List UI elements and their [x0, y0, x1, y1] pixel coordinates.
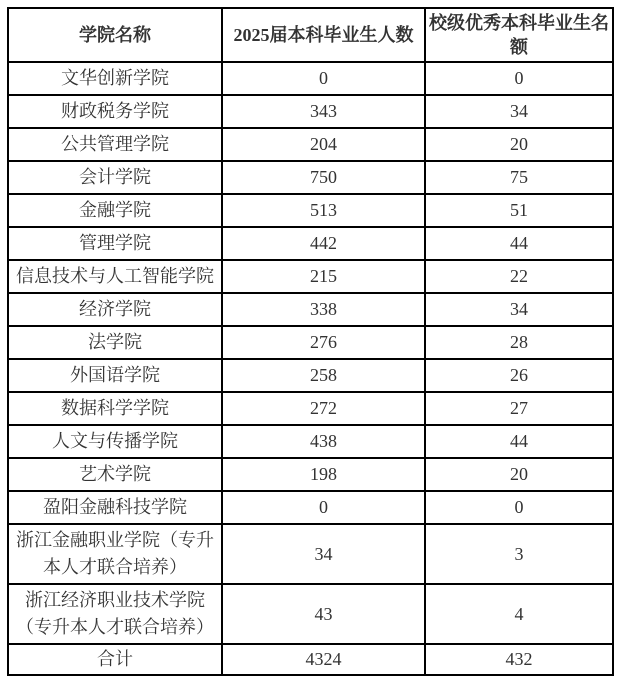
graduate-count-cell: 438 — [222, 425, 425, 458]
graduate-count-cell: 272 — [222, 392, 425, 425]
table-row — [8, 95, 613, 128]
college-name-cell: 经济学院 — [8, 293, 222, 326]
quota-cell: 3 — [425, 524, 613, 584]
college-name-cell: 财政税务学院 — [8, 95, 222, 128]
quota-cell: 4 — [425, 584, 613, 644]
college-name-cell: 艺术学院 — [8, 458, 222, 491]
quota-cell: 28 — [425, 326, 613, 359]
college-name-cell: 文华创新学院 — [8, 62, 222, 95]
table-row — [8, 359, 613, 392]
graduate-count-cell: 43 — [222, 584, 425, 644]
college-name-cell: 盈阳金融科技学院 — [8, 491, 222, 524]
table-row — [8, 293, 613, 326]
table-row — [8, 227, 613, 260]
table-row — [8, 62, 613, 95]
quota-cell: 34 — [425, 95, 613, 128]
table-row — [8, 524, 613, 584]
quota-cell: 22 — [425, 260, 613, 293]
table-row — [8, 425, 613, 458]
table-header — [8, 8, 613, 62]
graduate-count-cell: 0 — [222, 62, 425, 95]
header-graduate-count: 2025届本科毕业生人数 — [222, 8, 425, 62]
table-row — [8, 491, 613, 524]
graduate-count-cell: 343 — [222, 95, 425, 128]
total-row — [8, 644, 613, 675]
quota-cell: 34 — [425, 293, 613, 326]
header-college-name: 学院名称 — [8, 8, 222, 62]
table-row — [8, 458, 613, 491]
college-name-cell: 浙江金融职业学院（专升本人才联合培养） — [8, 524, 222, 584]
quota-cell: 75 — [425, 161, 613, 194]
college-name-cell: 金融学院 — [8, 194, 222, 227]
college-name-cell: 人文与传播学院 — [8, 425, 222, 458]
graduate-count-cell: 258 — [222, 359, 425, 392]
graduate-count-cell: 34 — [222, 524, 425, 584]
college-name-cell: 数据科学学院 — [8, 392, 222, 425]
table-row — [8, 128, 613, 161]
graduate-count-cell: 215 — [222, 260, 425, 293]
table-row — [8, 161, 613, 194]
total-graduates: 4324 — [222, 644, 425, 675]
quota-cell: 26 — [425, 359, 613, 392]
quota-cell: 51 — [425, 194, 613, 227]
college-name-cell: 公共管理学院 — [8, 128, 222, 161]
college-quota-table — [7, 7, 614, 676]
college-name-cell: 外国语学院 — [8, 359, 222, 392]
graduate-count-cell: 513 — [222, 194, 425, 227]
total-label: 合计 — [8, 644, 222, 675]
table-row — [8, 584, 613, 644]
graduate-count-cell: 276 — [222, 326, 425, 359]
table-row — [8, 194, 613, 227]
graduate-count-cell: 204 — [222, 128, 425, 161]
quota-cell: 20 — [425, 128, 613, 161]
graduate-count-cell: 442 — [222, 227, 425, 260]
quota-cell: 0 — [425, 62, 613, 95]
table-row — [8, 260, 613, 293]
college-name-cell: 信息技术与人工智能学院 — [8, 260, 222, 293]
table-row — [8, 326, 613, 359]
table-body — [8, 62, 613, 644]
quota-cell: 27 — [425, 392, 613, 425]
quota-cell: 44 — [425, 227, 613, 260]
table-footer — [8, 644, 613, 675]
college-name-cell: 会计学院 — [8, 161, 222, 194]
quota-cell: 0 — [425, 491, 613, 524]
table-row — [8, 392, 613, 425]
college-name-cell: 法学院 — [8, 326, 222, 359]
total-quota: 432 — [425, 644, 613, 675]
header-quota: 校级优秀本科毕业生名额 — [425, 8, 613, 62]
header-row — [8, 8, 613, 62]
college-name-cell: 管理学院 — [8, 227, 222, 260]
graduate-count-cell: 198 — [222, 458, 425, 491]
graduate-count-cell: 750 — [222, 161, 425, 194]
quota-cell: 20 — [425, 458, 613, 491]
graduate-count-cell: 0 — [222, 491, 425, 524]
graduate-count-cell: 338 — [222, 293, 425, 326]
quota-cell: 44 — [425, 425, 613, 458]
college-name-cell: 浙江经济职业技术学院（专升本人才联合培养） — [8, 584, 222, 644]
